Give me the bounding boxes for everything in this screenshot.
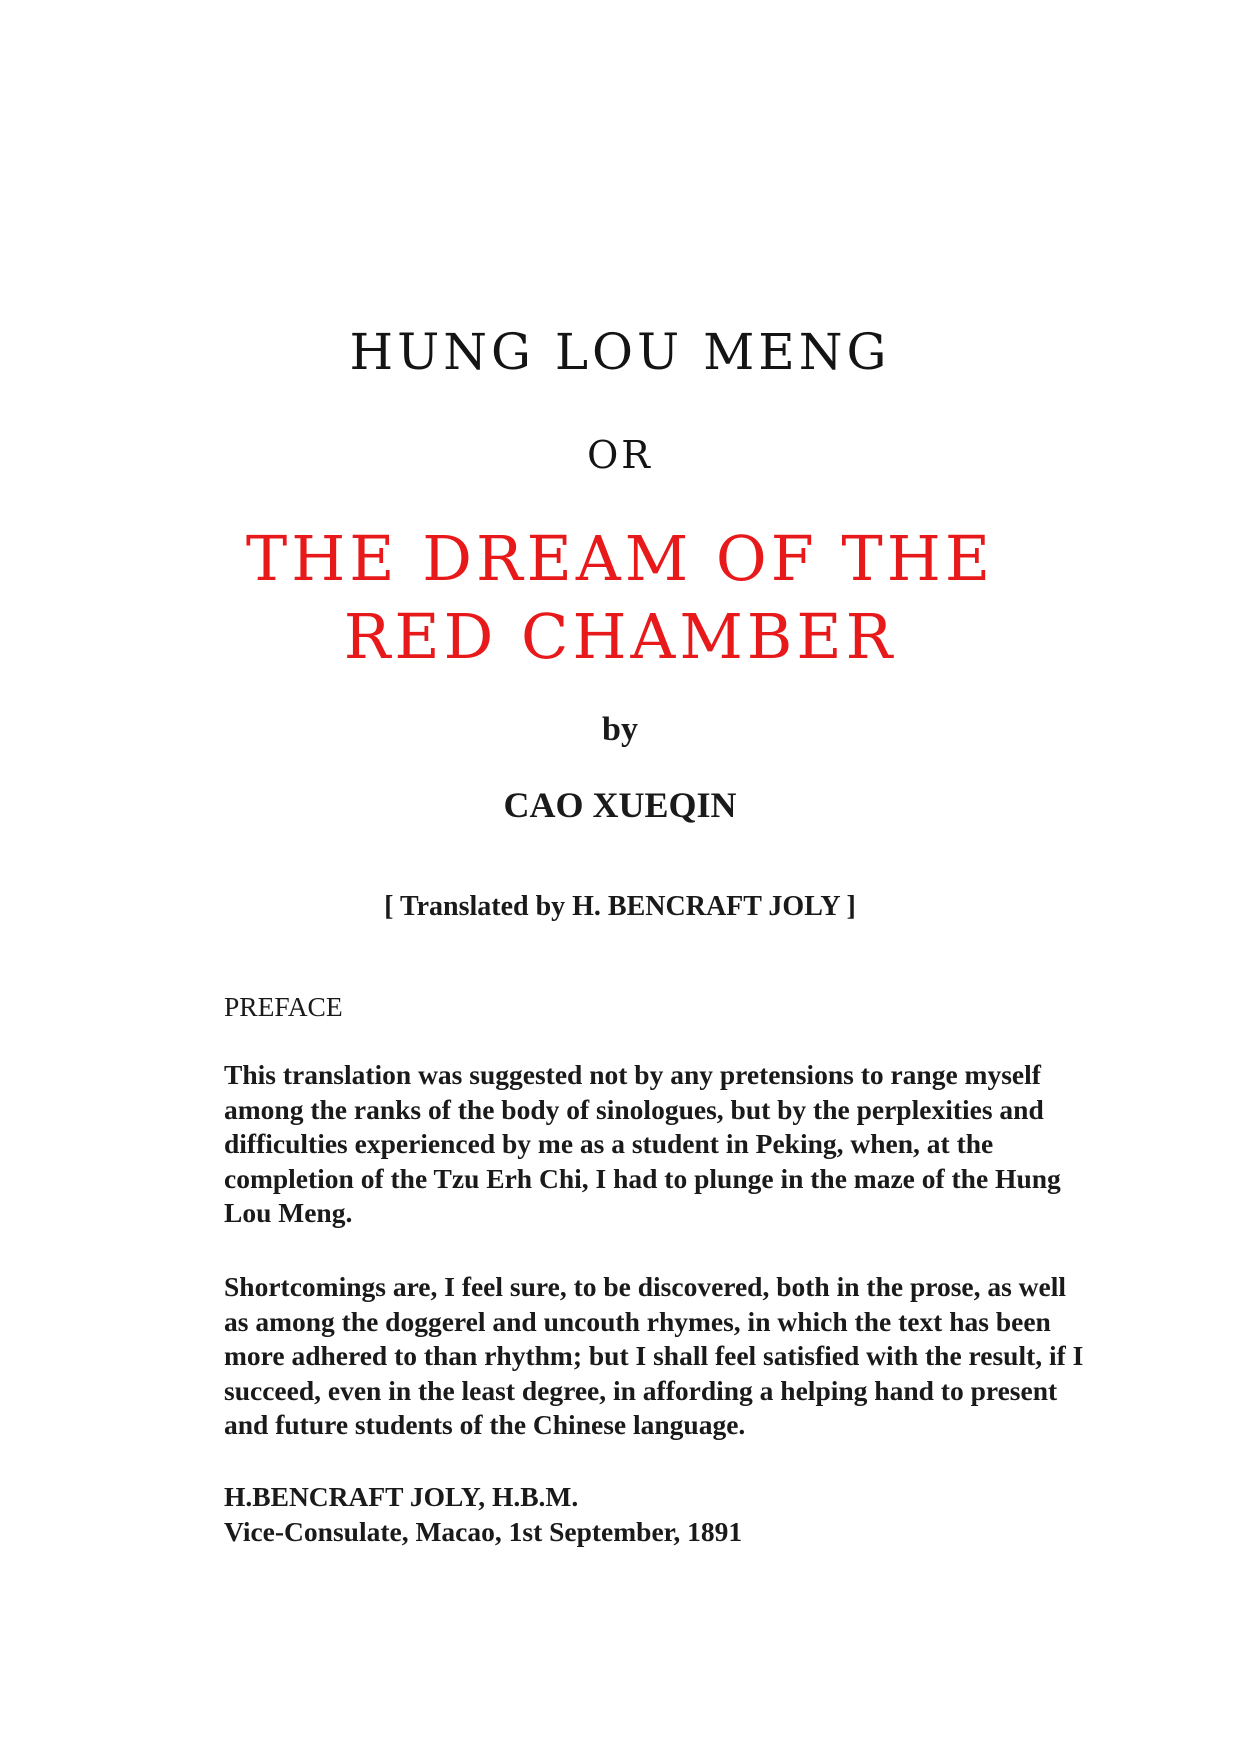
title-connector: OR (587, 433, 653, 477)
preface-paragraph-1: This translation was suggested not by any pretensions to range myself among the ranks of the body of sinologues, but by the perplexities and difficulties experienced by me as a student in Peking, when, at the completion of the Tzu Erh Chi, I had to plunge in the maze of the Hung Lou Meng. (224, 1059, 1061, 1228)
subtitle-line-2: RED CHAMBER (343, 600, 897, 673)
main-title: HUNG LOU MENG (349, 323, 891, 381)
translator-credit: [ Translated by H. BENCRAFT JOLY ] (384, 891, 856, 922)
preface-signature (224, 1480, 1084, 1549)
signature-place-date: Vice-Consulate, Macao, 1st September, 1891 (224, 1515, 743, 1547)
preface-paragraph-2: Shortcomings are, I feel sure, to be discovered, both in the prose, as well as among the doggerel and uncouth rhymes, in which the text has been more adhered to than rhythm; but I shall feel satisfied with the result, if I succeed, even in the least degree, in affording a helping hand to present and future students of the Chinese language. (224, 1271, 1084, 1440)
subtitle (0, 520, 1240, 676)
signature-name: H.BENCRAFT JOLY, H.B.M. (224, 1481, 579, 1512)
preface-heading: PREFACE (224, 991, 343, 1022)
byline-by: by (602, 711, 638, 748)
author-name: CAO XUEQIN (503, 785, 737, 825)
subtitle-line-1: THE DREAM OF THE (245, 522, 995, 595)
